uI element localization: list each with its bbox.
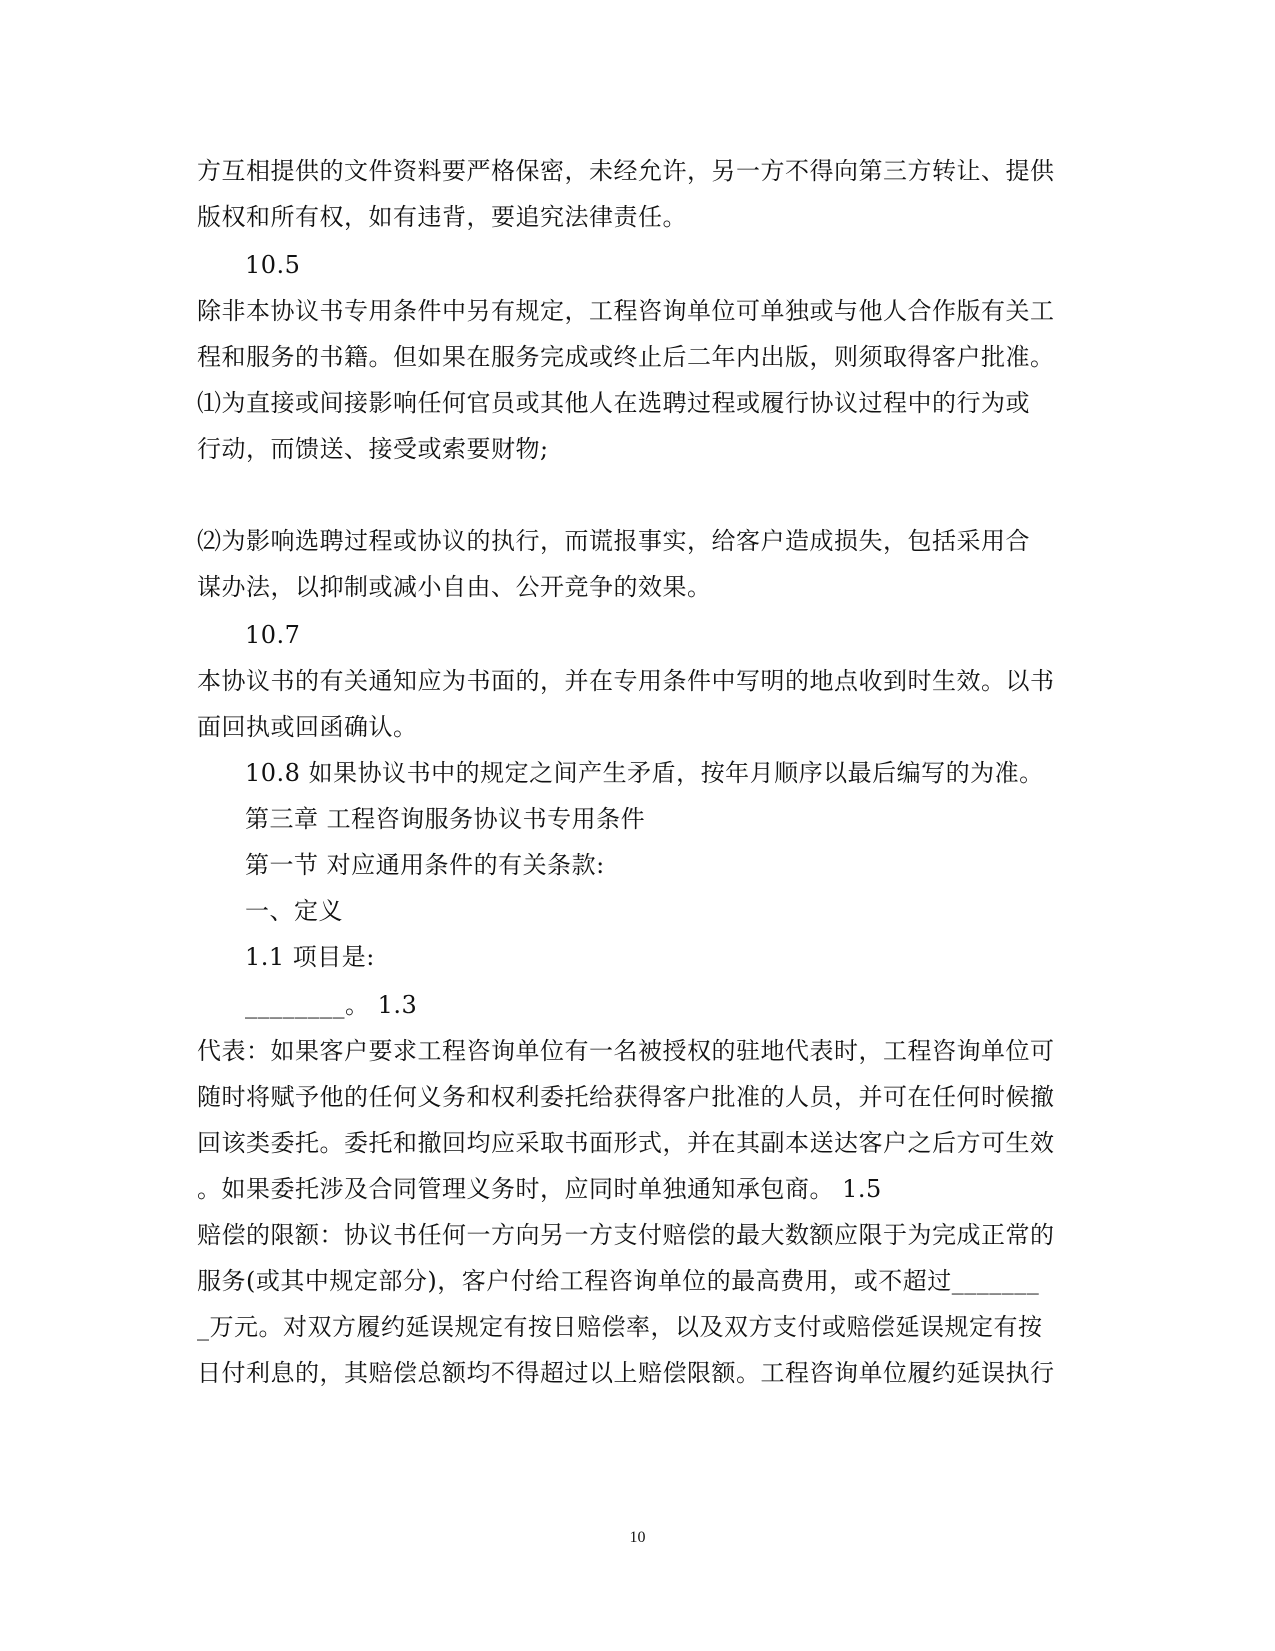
text-line: 程和服务的书籍。但如果在服务完成或终止后二年内出版，则须取得客户批准。 (197, 343, 1055, 371)
text-line: 版权和所有权，如有违背，要追究法律责任。 (197, 203, 687, 231)
clause-text: 10.8 如果协议书中的规定之间产生矛盾，按年月顺序以最后编写的为准。 (245, 759, 1044, 787)
text-line: 代表：如果客户要求工程咨询单位有一名被授权的驻地代表时，工程咨询单位可 (197, 1037, 1055, 1065)
section-heading: 第一节 对应通用条件的有关条款: (245, 851, 605, 879)
text-line: 赔偿的限额：协议书任何一方向另一方支付赔偿的最大数额应限于为完成正常的 (197, 1221, 1055, 1249)
text-line: 随时将赋予他的任何义务和权利委托给获得客户批准的人员，并可在任何时候撤 (197, 1083, 1055, 1111)
text-line: 面回执或回函确认。 (197, 713, 418, 741)
text-line: 谋办法，以抑制或减小自由、公开竞争的效果。 (197, 573, 712, 601)
text-line: 行动，而馈送、接受或索要财物; (197, 435, 549, 463)
clause-number: 10.5 (245, 251, 301, 279)
subsection-heading: 一、定义 (245, 897, 343, 925)
clause-text: 1.1 项目是: (245, 943, 375, 971)
text-line: 服务(或其中规定部分)，客户付给工程咨询单位的最高费用，或不超过_______ (197, 1267, 1040, 1295)
fill-in-blank-line: ________。 1.3 (245, 991, 418, 1019)
text-line: 。如果委托涉及合同管理义务时，应同时单独通知承包商。 1.5 (197, 1175, 882, 1203)
list-item: ⑴为直接或间接影响任何官员或其他人在选聘过程或履行协议过程中的行为或 (197, 389, 1030, 417)
text-line: 除非本协议书专用条件中另有规定，工程咨询单位可单独或与他人合作版有关工 (197, 297, 1055, 325)
text-line: 方互相提供的文件资料要严格保密，未经允许，另一方不得向第三方转让、提供 (197, 157, 1055, 185)
page-number: 10 (629, 1529, 646, 1546)
text-line: _万元。对双方履约延误规定有按日赔偿率，以及双方支付或赔偿延误规定有按 (197, 1313, 1043, 1341)
chapter-heading: 第三章 工程咨询服务协议书专用条件 (245, 805, 646, 833)
list-item: ⑵为影响选聘过程或协议的执行，而谎报事实，给客户造成损失，包括采用合 (197, 527, 1030, 555)
text-line: 日付利息的，其赔偿总额均不得超过以上赔偿限额。工程咨询单位履约延误执行 (197, 1359, 1055, 1387)
text-line: 回该类委托。委托和撤回均应采取书面形式，并在其副本送达客户之后方可生效 (197, 1129, 1055, 1157)
text-line: 本协议书的有关通知应为书面的，并在专用条件中写明的地点收到时生效。以书 (197, 667, 1055, 695)
clause-number: 10.7 (245, 621, 301, 649)
